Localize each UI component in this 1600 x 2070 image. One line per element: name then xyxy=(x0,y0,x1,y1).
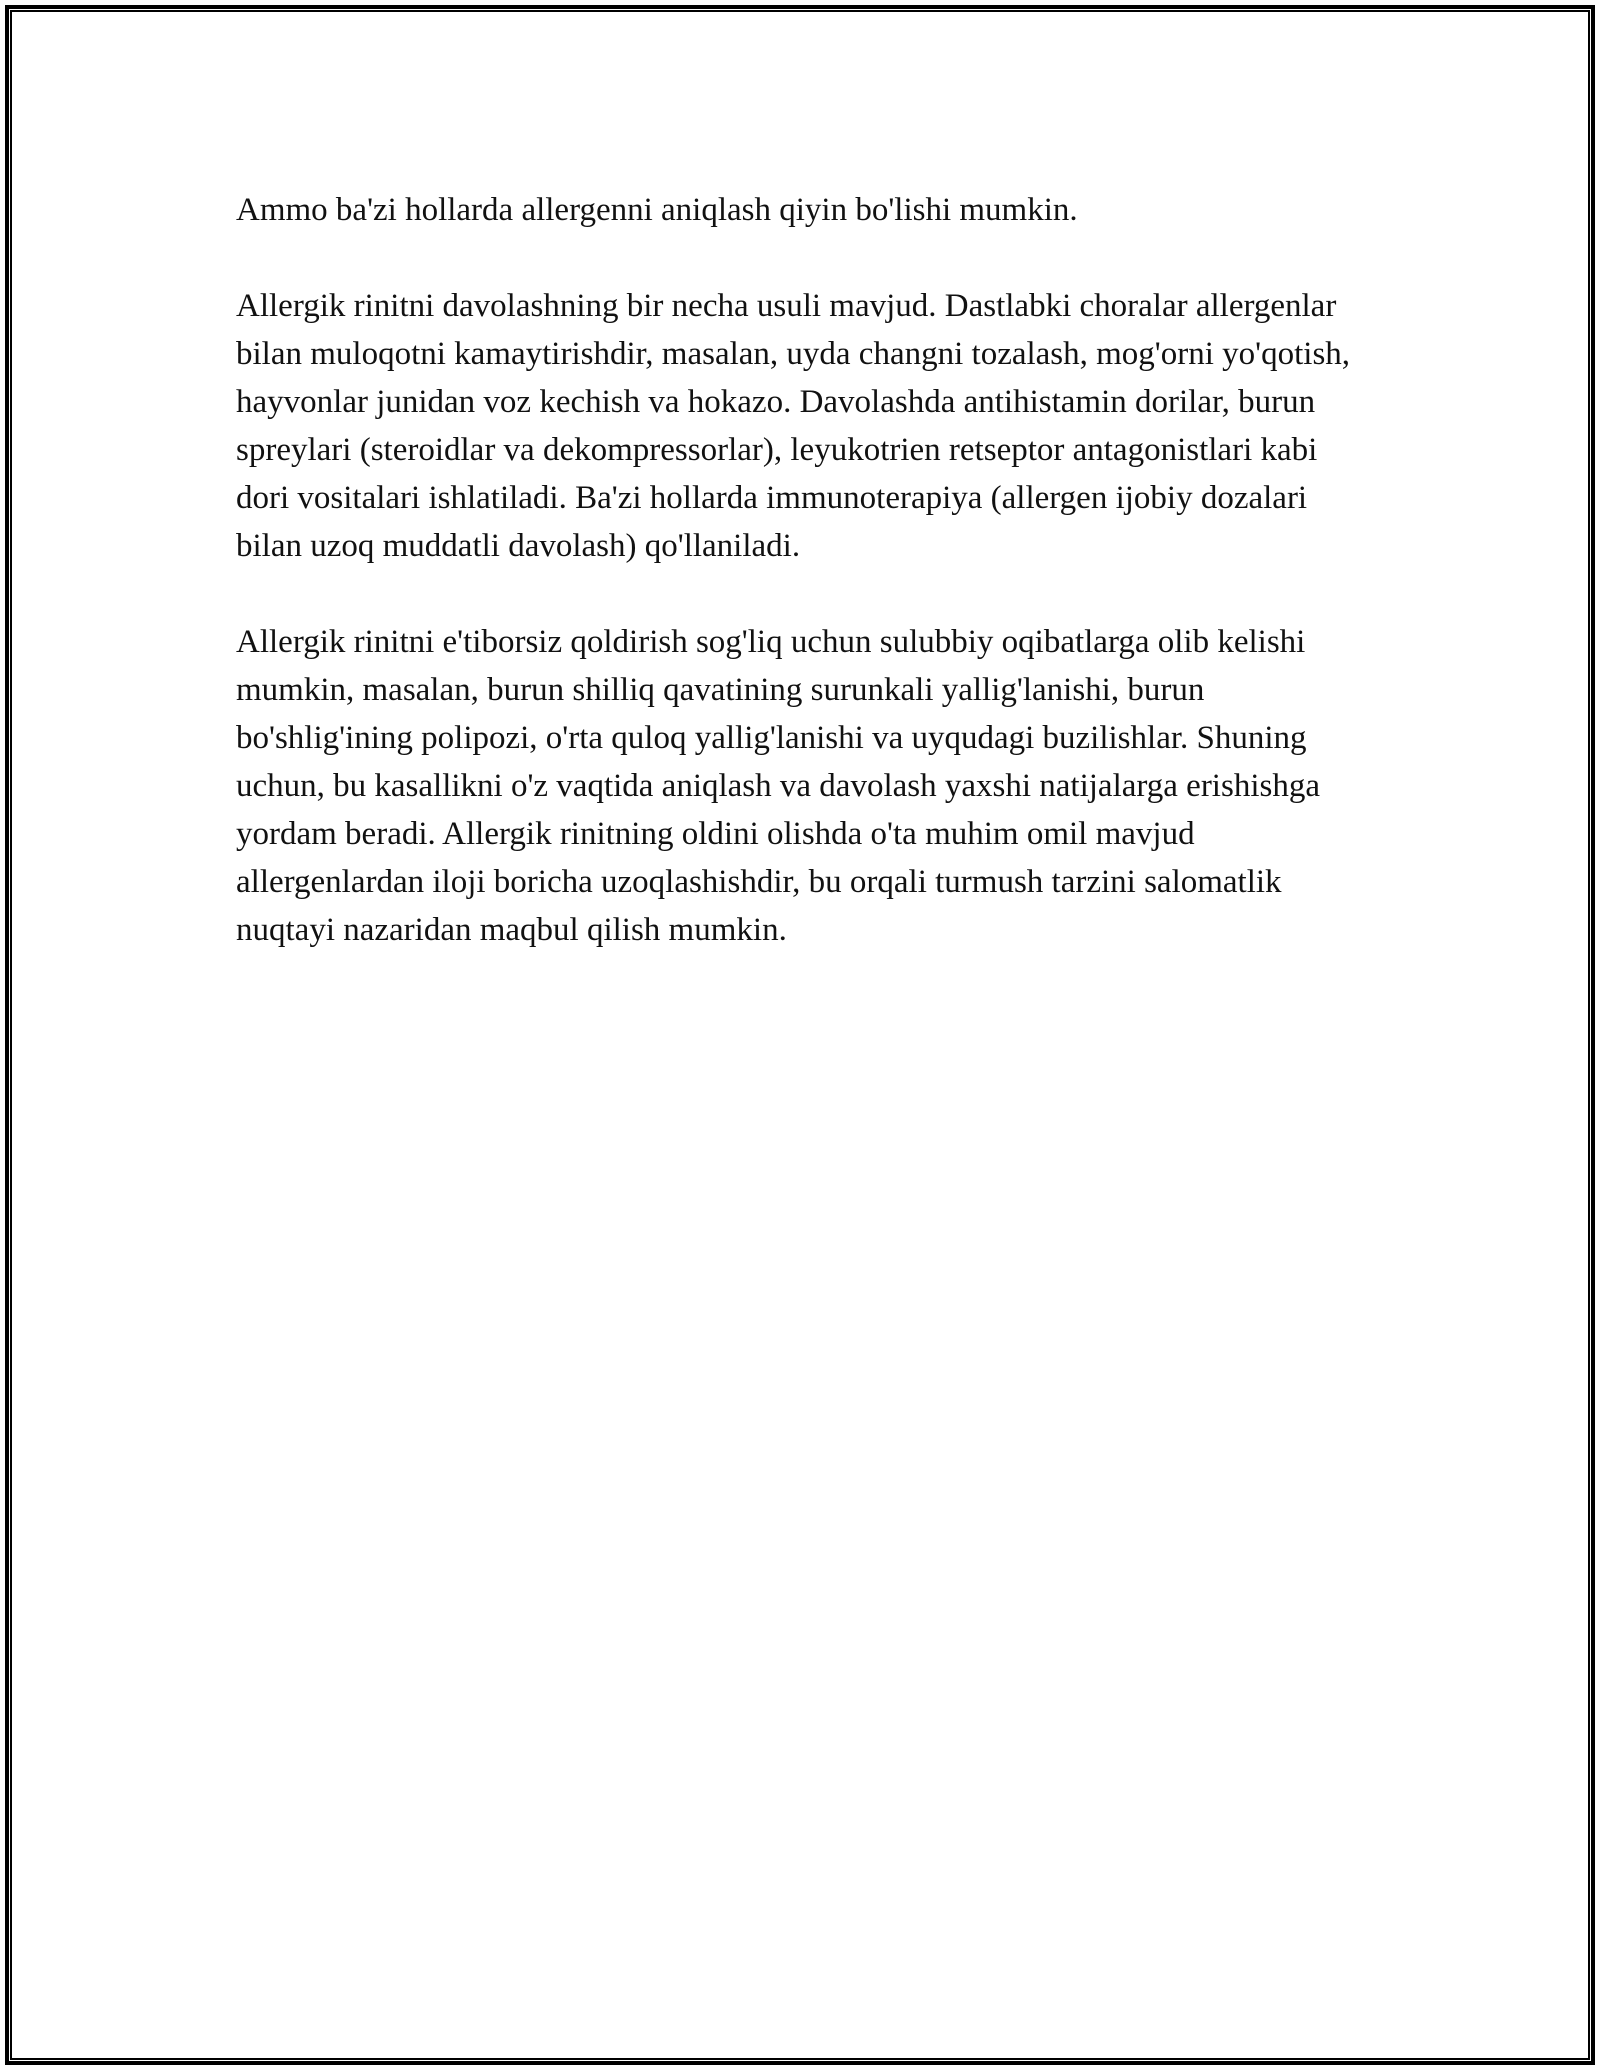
paragraph-1: Ammo ba'zi hollarda allergenni aniqlash qiyin bo'lishi mumkin. xyxy=(236,192,1078,228)
document-body xyxy=(236,186,1366,954)
paragraph-3: Allergik rinitni e'tiborsiz qoldirish sog'liq uchun sulubbiy oqibatlarga olib kelishi mumkin, masalan, burun shilliq qavatining surunkali yallig'lanishi, burun bo'shlig'ining polipozi, o'rta quloq yallig'lanishi va uyqudagi buzilishlar. Shuning uchun, bu kasallikni o'z vaqtida aniqlash va davolash yaxshi natijalarga erishishga yordam beradi. Allergik rinitning oldini olishda o'ta muhim omil mavjud allergenlardan iloji boricha uzoqlashishdir, bu orqali turmush tarzini salomatlik nuqtayi nazaridan maqbul qilish mumkin. xyxy=(236,624,1320,948)
paragraph-2: Allergik rinitni davolashning bir necha usuli mavjud. Dastlabki choralar allergenlar bilan muloqotni kamaytirishdir, masalan, uyda changni tozalash, mog'orni yo'qotish, hayvonlar junidan voz kechish va hokazo. Davolashda antihistamin dorilar, burun spreylari (steroidlar va dekompressorlar), leyukotrien retseptor antagonistlari kabi dori vositalari ishlatiladi. Ba'zi hollarda immunoterapiya (allergen ijobiy dozalari bilan uzoq muddatli davolash) qo'llaniladi. xyxy=(236,288,1351,564)
